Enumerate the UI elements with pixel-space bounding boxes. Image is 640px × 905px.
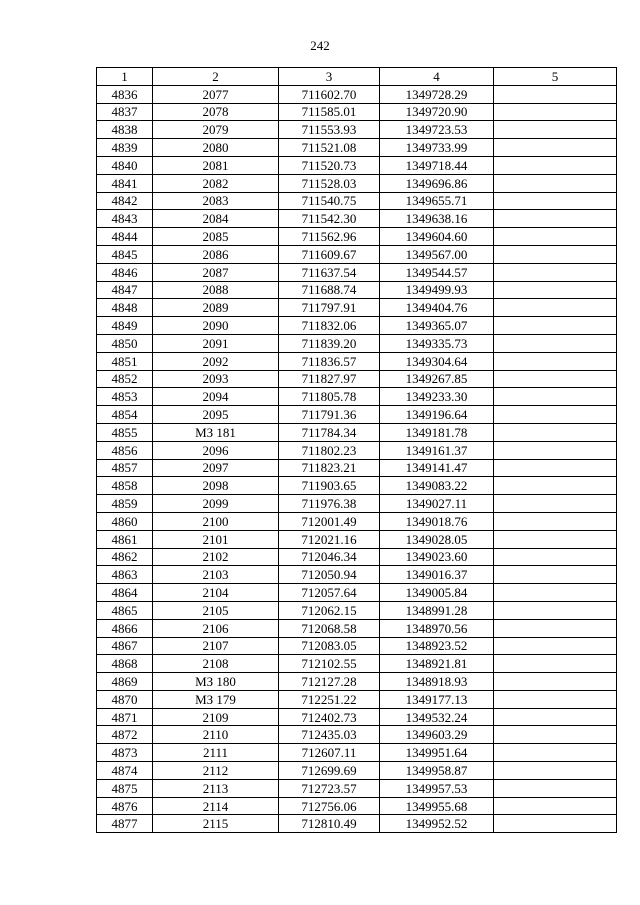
table-row [97,317,617,335]
table-cell-col-5 [494,584,617,602]
table-cell-col-3: 711976.38 [279,495,380,513]
table-cell-col-1: 4843 [97,210,153,228]
table-row [97,708,617,726]
table-cell-col-2: 2092 [153,352,279,370]
table-cell-col-4: 1349016.37 [380,566,494,584]
table-cell-col-1: 4858 [97,477,153,495]
table-cell-col-4: 1349696.86 [380,174,494,192]
table-cell-col-1: 4867 [97,637,153,655]
table-cell-col-5 [494,637,617,655]
table-cell-col-3: 712001.49 [279,512,380,530]
table-cell-col-2: 2098 [153,477,279,495]
table-row [97,762,617,780]
table-cell-col-3: 711520.73 [279,156,380,174]
table-cell-col-5 [494,744,617,762]
table-row [97,121,617,139]
table-header [97,68,617,86]
table-cell-col-2: 2114 [153,797,279,815]
table-cell-col-4: 1349196.64 [380,406,494,424]
table-cell-col-4: 1349567.00 [380,245,494,263]
table-cell-col-2: 2077 [153,85,279,103]
table-cell-col-2: 2113 [153,779,279,797]
table-cell-col-3: 712046.34 [279,548,380,566]
table-cell-col-2: 2081 [153,156,279,174]
table-cell-col-3: 711688.74 [279,281,380,299]
table-cell-col-3: 712050.94 [279,566,380,584]
table-cell-col-4: 1349083.22 [380,477,494,495]
table-cell-col-3: 711802.23 [279,441,380,459]
table-cell-col-2: 2085 [153,228,279,246]
table-cell-col-2: 2106 [153,619,279,637]
table-cell-col-4: 1349365.07 [380,317,494,335]
table-cell-col-1: 4850 [97,334,153,352]
table-cell-col-3: 711521.08 [279,139,380,157]
table-cell-col-5 [494,708,617,726]
table-cell-col-5 [494,263,617,281]
table-cell-col-5 [494,370,617,388]
table-cell-col-4: 1348970.56 [380,619,494,637]
table-cell-col-2: 2104 [153,584,279,602]
table-cell-col-5 [494,85,617,103]
table-cell-col-2: 2087 [153,263,279,281]
table-cell-col-4: 1349958.87 [380,762,494,780]
table-row [97,228,617,246]
table-cell-col-5 [494,228,617,246]
table-row [97,352,617,370]
table-cell-col-2: 2115 [153,815,279,833]
table-row [97,441,617,459]
table-cell-col-1: 4839 [97,139,153,157]
table-row [97,139,617,157]
table-cell-col-2: 2082 [153,174,279,192]
table-cell-col-1: 4852 [97,370,153,388]
table-cell-col-4: 1349718.44 [380,156,494,174]
table-cell-col-1: 4854 [97,406,153,424]
table-cell-col-4: 1349023.60 [380,548,494,566]
table-row [97,584,617,602]
table-cell-col-3: 711836.57 [279,352,380,370]
table-cell-col-2: 2102 [153,548,279,566]
table-cell-col-3: 712057.64 [279,584,380,602]
table-cell-col-4: 1349544.57 [380,263,494,281]
table-row [97,103,617,121]
table-cell-col-5 [494,726,617,744]
table-cell-col-2: 2111 [153,744,279,762]
table-row [97,210,617,228]
table-cell-col-2: 2109 [153,708,279,726]
table-row [97,174,617,192]
table-cell-col-4: 1349957.53 [380,779,494,797]
table-cell-col-3: 712083.05 [279,637,380,655]
table-cell-col-1: 4874 [97,762,153,780]
table-cell-col-3: 712402.73 [279,708,380,726]
table-cell-col-1: 4861 [97,530,153,548]
header-col-1: 1 [97,68,153,86]
table-cell-col-5 [494,281,617,299]
table-cell-col-1: 4863 [97,566,153,584]
table-cell-col-5 [494,495,617,513]
table-cell-col-1: 4866 [97,619,153,637]
table-cell-col-2: 2084 [153,210,279,228]
table-row [97,388,617,406]
table-row [97,726,617,744]
table-cell-col-1: 4876 [97,797,153,815]
table-row [97,334,617,352]
table-cell-col-5 [494,121,617,139]
table-cell-col-1: 4859 [97,495,153,513]
table-row [97,566,617,584]
table-cell-col-2: 2107 [153,637,279,655]
table-row [97,619,617,637]
table-cell-col-4: 1349304.64 [380,352,494,370]
table-row [97,406,617,424]
table-cell-col-4: 1349181.78 [380,423,494,441]
table-cell-col-4: 1349733.99 [380,139,494,157]
table-cell-col-2: 2105 [153,601,279,619]
table-cell-col-2: 2089 [153,299,279,317]
table-row [97,637,617,655]
table-cell-col-3: 712251.22 [279,690,380,708]
table-cell-col-5 [494,352,617,370]
table-cell-col-2: 2086 [153,245,279,263]
table-row [97,85,617,103]
table-cell-col-5 [494,245,617,263]
table-cell-col-3: 712810.49 [279,815,380,833]
table-row [97,744,617,762]
table-cell-col-4: 1349161.37 [380,441,494,459]
table-cell-col-5 [494,103,617,121]
table-cell-col-3: 712435.03 [279,726,380,744]
table-row [97,655,617,673]
table-row [97,495,617,513]
table-cell-col-4: 1349404.76 [380,299,494,317]
table-cell-col-5 [494,317,617,335]
table-cell-col-5 [494,477,617,495]
table-cell-col-2: 2083 [153,192,279,210]
table-cell-col-1: 4836 [97,85,153,103]
table-cell-col-1: 4848 [97,299,153,317]
table-cell-col-3: 711791.36 [279,406,380,424]
table-cell-col-5 [494,601,617,619]
table-cell-col-2: 2093 [153,370,279,388]
table-cell-col-4: 1349233.30 [380,388,494,406]
table-cell-col-1: 4841 [97,174,153,192]
table-cell-col-1: 4842 [97,192,153,210]
table-cell-col-1: 4871 [97,708,153,726]
table-cell-col-3: 711602.70 [279,85,380,103]
table-cell-col-5 [494,406,617,424]
header-col-5: 5 [494,68,617,86]
header-col-3: 3 [279,68,380,86]
table-cell-col-1: 4845 [97,245,153,263]
table-cell-col-2: 2090 [153,317,279,335]
table-cell-col-2: 2080 [153,139,279,157]
table-cell-col-2: 2096 [153,441,279,459]
table-cell-col-2: 2079 [153,121,279,139]
table-cell-col-3: 711797.91 [279,299,380,317]
table-cell-col-3: 711553.93 [279,121,380,139]
table-cell-col-3: 711805.78 [279,388,380,406]
table-row [97,601,617,619]
table-cell-col-4: 1348991.28 [380,601,494,619]
table-cell-col-5 [494,797,617,815]
table-cell-col-5 [494,174,617,192]
table-cell-col-4: 1349728.29 [380,85,494,103]
table-cell-col-2: 2112 [153,762,279,780]
table-cell-col-2: МЗ 179 [153,690,279,708]
table-cell-col-3: 711562.96 [279,228,380,246]
table-row [97,459,617,477]
table-row [97,156,617,174]
table-cell-col-5 [494,566,617,584]
table-cell-col-4: 1349603.29 [380,726,494,744]
table-cell-col-3: 711839.20 [279,334,380,352]
table-cell-col-4: 1349028.05 [380,530,494,548]
table-cell-col-3: 712699.69 [279,762,380,780]
table-cell-col-2: 2100 [153,512,279,530]
table-cell-col-2: 2108 [153,655,279,673]
header-col-2: 2 [153,68,279,86]
table-cell-col-3: 712062.15 [279,601,380,619]
table-cell-col-3: 712607.11 [279,744,380,762]
table-cell-col-2: 2088 [153,281,279,299]
table-cell-col-1: 4846 [97,263,153,281]
table-cell-col-1: 4869 [97,673,153,691]
table-cell-col-2: 2101 [153,530,279,548]
table-cell-col-5 [494,815,617,833]
header-col-4: 4 [380,68,494,86]
table-row [97,779,617,797]
table-cell-col-5 [494,530,617,548]
table-cell-col-5 [494,762,617,780]
table-cell-col-1: 4851 [97,352,153,370]
header-row [97,68,617,86]
table-cell-col-4: 1349955.68 [380,797,494,815]
table-row [97,548,617,566]
table-cell-col-5 [494,690,617,708]
table-cell-col-3: 712723.57 [279,779,380,797]
table-cell-col-1: 4837 [97,103,153,121]
table-cell-col-5 [494,779,617,797]
table-cell-col-3: 711585.01 [279,103,380,121]
table-row [97,370,617,388]
table-cell-col-4: 1349177.13 [380,690,494,708]
table-cell-col-2: МЗ 180 [153,673,279,691]
table-cell-col-1: 4873 [97,744,153,762]
table-cell-col-5 [494,334,617,352]
table-row [97,673,617,691]
table-cell-col-5 [494,156,617,174]
table-cell-col-2: 2110 [153,726,279,744]
table-cell-col-3: 711637.54 [279,263,380,281]
table-cell-col-1: 4877 [97,815,153,833]
table-cell-col-4: 1349952.52 [380,815,494,833]
table-cell-col-5 [494,673,617,691]
table-cell-col-2: 2097 [153,459,279,477]
table-cell-col-2: 2103 [153,566,279,584]
table-cell-col-1: 4875 [97,779,153,797]
table-cell-col-3: 711784.34 [279,423,380,441]
table-cell-col-3: 712068.58 [279,619,380,637]
table-cell-col-1: 4856 [97,441,153,459]
table-cell-col-3: 711542.30 [279,210,380,228]
table-cell-col-4: 1348923.52 [380,637,494,655]
table-row [97,263,617,281]
table-cell-col-4: 1348921.81 [380,655,494,673]
table-cell-col-4: 1349018.76 [380,512,494,530]
table-cell-col-4: 1349723.53 [380,121,494,139]
table-cell-col-5 [494,139,617,157]
table-cell-col-3: 711903.65 [279,477,380,495]
table-cell-col-1: 4862 [97,548,153,566]
table-cell-col-4: 1349335.73 [380,334,494,352]
table-cell-col-2: 2078 [153,103,279,121]
table-cell-col-1: 4849 [97,317,153,335]
table-cell-col-4: 1349005.84 [380,584,494,602]
table-cell-col-2: 2099 [153,495,279,513]
table-row [97,797,617,815]
table-cell-col-4: 1349267.85 [380,370,494,388]
table-cell-col-5 [494,619,617,637]
table-row [97,192,617,210]
table-cell-col-3: 711823.21 [279,459,380,477]
table-cell-col-4: 1349720.90 [380,103,494,121]
table-cell-col-3: 712102.55 [279,655,380,673]
table-cell-col-1: 4868 [97,655,153,673]
table-cell-col-5 [494,388,617,406]
table-row [97,245,617,263]
table-cell-col-1: 4838 [97,121,153,139]
table-cell-col-3: 711609.67 [279,245,380,263]
table-cell-col-4: 1348918.93 [380,673,494,691]
table-cell-col-1: 4847 [97,281,153,299]
table-cell-col-5 [494,655,617,673]
coordinates-table [96,67,617,833]
table-row [97,512,617,530]
table-cell-col-1: 4872 [97,726,153,744]
table-cell-col-1: 4870 [97,690,153,708]
table-cell-col-1: 4857 [97,459,153,477]
table-cell-col-4: 1349141.47 [380,459,494,477]
table-cell-col-5 [494,512,617,530]
table-cell-col-3: 711540.75 [279,192,380,210]
table-cell-col-4: 1349604.60 [380,228,494,246]
table-row [97,690,617,708]
table-cell-col-5 [494,548,617,566]
table-cell-col-1: 4855 [97,423,153,441]
table-row [97,530,617,548]
table-cell-col-2: 2091 [153,334,279,352]
table-cell-col-3: 711832.06 [279,317,380,335]
table-row [97,281,617,299]
table-cell-col-1: 4844 [97,228,153,246]
table-body [97,85,617,832]
table-row [97,423,617,441]
table-cell-col-1: 4860 [97,512,153,530]
table-cell-col-3: 712756.06 [279,797,380,815]
table-cell-col-5 [494,459,617,477]
table-cell-col-5 [494,441,617,459]
table-cell-col-5 [494,423,617,441]
table-cell-col-1: 4840 [97,156,153,174]
table-cell-col-2: МЗ 181 [153,423,279,441]
table-cell-col-1: 4865 [97,601,153,619]
table-cell-col-2: 2095 [153,406,279,424]
table-cell-col-5 [494,299,617,317]
table-cell-col-3: 712127.28 [279,673,380,691]
table-cell-col-4: 1349638.16 [380,210,494,228]
table-cell-col-5 [494,210,617,228]
table-cell-col-5 [494,192,617,210]
table-cell-col-3: 711528.03 [279,174,380,192]
table-cell-col-3: 711827.97 [279,370,380,388]
table-row [97,815,617,833]
table-row [97,477,617,495]
page-number: 242 [310,38,330,53]
table-cell-col-4: 1349499.93 [380,281,494,299]
table-cell-col-2: 2094 [153,388,279,406]
table-cell-col-4: 1349655.71 [380,192,494,210]
table-cell-col-1: 4864 [97,584,153,602]
table-cell-col-4: 1349532.24 [380,708,494,726]
table-cell-col-4: 1349951.64 [380,744,494,762]
table-cell-col-3: 712021.16 [279,530,380,548]
table-row [97,299,617,317]
table-cell-col-4: 1349027.11 [380,495,494,513]
table-cell-col-1: 4853 [97,388,153,406]
